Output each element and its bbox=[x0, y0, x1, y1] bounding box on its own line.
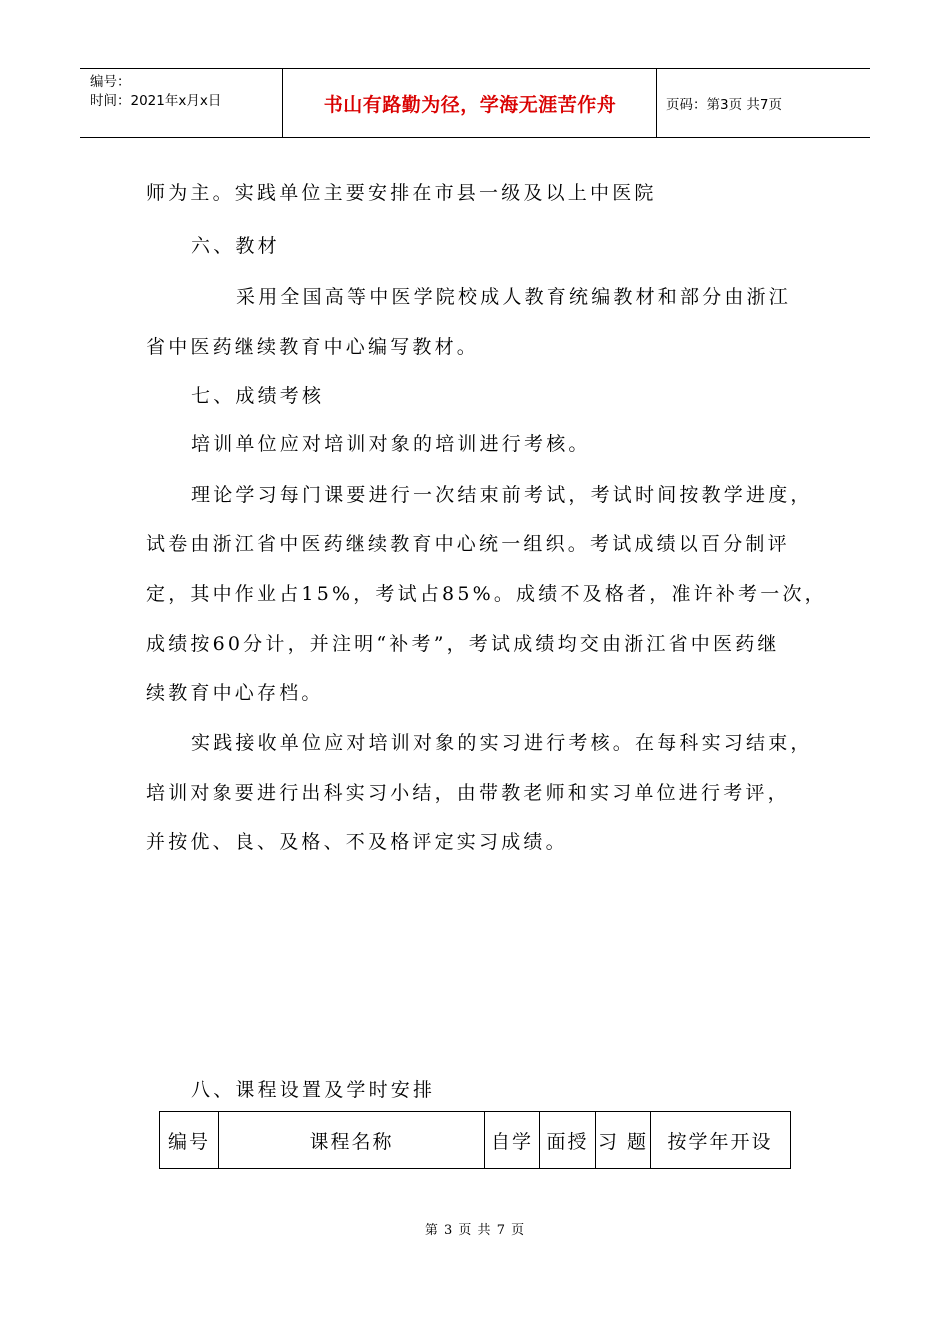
body-line: 培训单位应对培训对象的培训进行考核。 bbox=[191, 433, 591, 455]
header-page-label: 页码：第3页 共7页 bbox=[666, 97, 782, 113]
header-meta bbox=[90, 73, 280, 111]
date-label: 时间：2021年x月x日 bbox=[90, 93, 222, 109]
table-header-cell-academic-year: 按学年开设 bbox=[650, 1112, 789, 1168]
table-header-cell-course-name: 课程名称 bbox=[218, 1112, 484, 1168]
page-footer: 第 3 页 共 7 页 bbox=[424, 1223, 526, 1238]
body-line: 试卷由浙江省中医药继续教育中心统一组织。考试成绩以百分制评 bbox=[146, 533, 790, 555]
table-header-cell-lecture: 面授 bbox=[539, 1112, 595, 1168]
body-line: 培训对象要进行出科实习小结，由带教老师和实习单位进行考评， bbox=[146, 782, 790, 804]
serial-number-label: 编号： bbox=[90, 74, 131, 90]
body-line: 理论学习每门课要进行一次结束前考试，考试时间按教学进度， bbox=[191, 484, 813, 506]
body-line: 采用全国高等中医学院校成人教育统编教材和部分由浙江 bbox=[236, 286, 792, 308]
body-line: 定，其中作业占15%，考试占85%。成绩不及格者，准许补考一次， bbox=[146, 583, 827, 605]
section-heading-materials: 六、教材 bbox=[191, 235, 280, 257]
body-line: 师为主。实践单位主要安排在市县一级及以上中医院 bbox=[146, 182, 657, 204]
body-line: 成绩按60分计，并注明“补考”，考试成绩均交由浙江省中医药继 bbox=[146, 633, 780, 655]
table-header-cell-exercises: 习 题 bbox=[595, 1112, 650, 1168]
body-line: 省中医药继续教育中心编写教材。 bbox=[146, 336, 480, 358]
body-line: 实践接收单位应对培训对象的实习进行考核。在每科实习结束， bbox=[191, 732, 813, 754]
body-line: 续教育中心存档。 bbox=[146, 682, 324, 704]
header-divider bbox=[656, 69, 657, 137]
table-header-cell-self-study: 自学 bbox=[484, 1112, 539, 1168]
section-heading-curriculum: 八、课程设置及学时安排 bbox=[191, 1079, 436, 1101]
section-heading-assessment: 七、成绩考核 bbox=[191, 385, 325, 407]
header-motto: 书山有路勤为径，学海无涯苦作舟 bbox=[323, 93, 617, 116]
page-header bbox=[80, 68, 870, 138]
body-line: 并按优、良、及格、不及格评定实习成绩。 bbox=[146, 831, 568, 853]
curriculum-table bbox=[159, 1111, 791, 1169]
table-header-cell-number: 编号 bbox=[167, 1130, 210, 1153]
